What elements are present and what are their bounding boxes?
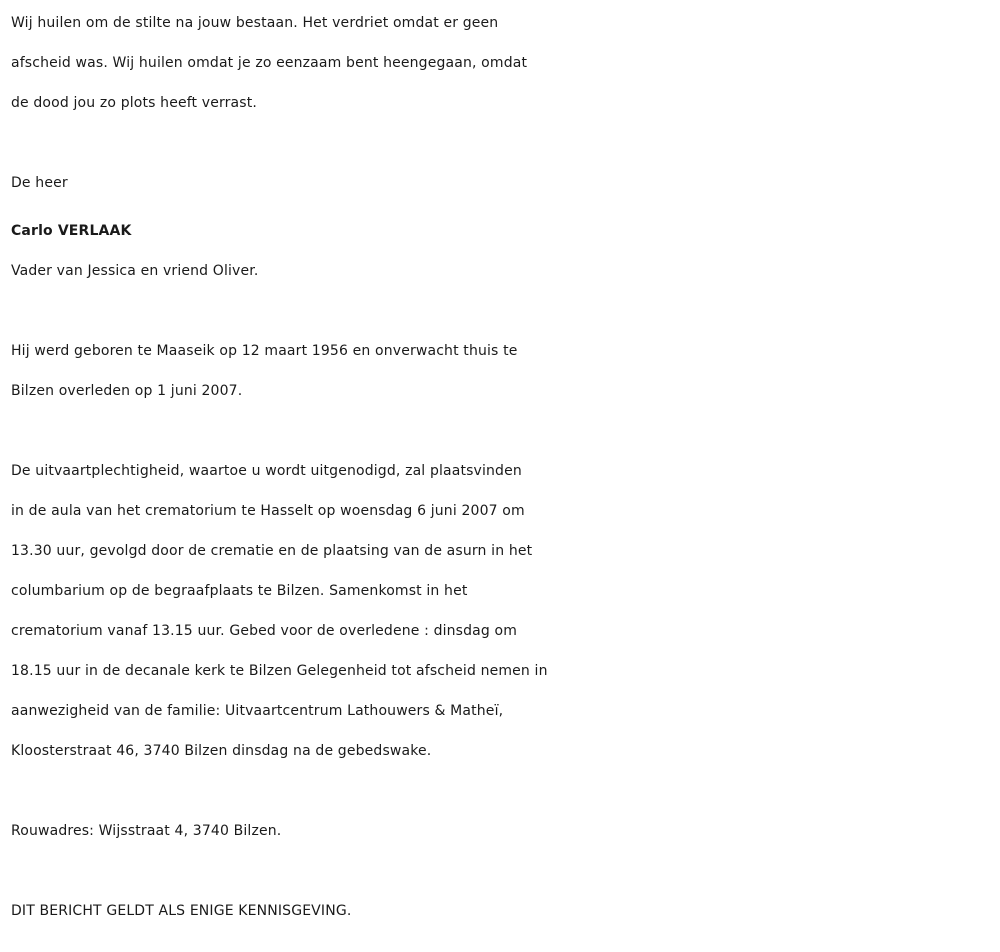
salutation: De heer (11, 175, 68, 191)
opening-line-1: Wij huilen om de stilte na jouw bestaan. Het verdriet omdat er geen (11, 15, 499, 31)
mourning-address: Rouwadres: Wijsstraat 4, 3740 Bilzen. (11, 823, 282, 839)
spacer (11, 851, 1000, 891)
ceremony-line-1: De uitvaartplechtigheid, waartoe u wordt uitgenodigd, zal plaatsvinden (11, 463, 522, 479)
closing-statement: DIT BERICHT GELDT ALS ENIGE KENNISGEVING. (11, 903, 352, 919)
spacer (11, 771, 1000, 811)
ceremony-line-8: Kloosterstraat 46, 3740 Bilzen dinsdag na de gebedswake. (11, 743, 432, 759)
ceremony-line-3: 13.30 uur, gevolgd door de crematie en de plaatsing van de asurn in het (11, 543, 533, 559)
spacer (11, 411, 1000, 451)
relations: Vader van Jessica en vriend Oliver. (11, 263, 259, 279)
ceremony-line-2: in de aula van het crematorium te Hasselt op woensdag 6 juni 2007 om (11, 503, 525, 519)
ceremony-line-5: crematorium vanaf 13.15 uur. Gebed voor de overledene : dinsdag om (11, 623, 518, 639)
spacer (11, 291, 1000, 331)
birth-death-line-2: Bilzen overleden op 1 juni 2007. (11, 383, 243, 399)
ceremony-line-6: 18.15 uur in de decanale kerk te Bilzen Gelegenheid tot afscheid nemen in (11, 663, 548, 679)
deceased-name: Carlo VERLAAK (11, 223, 132, 239)
spacer (11, 123, 1000, 163)
opening-line-3: de dood jou zo plots heeft verrast. (11, 95, 257, 111)
birth-death-line-1: Hij werd geboren te Maaseik op 12 maart 1956 en onverwacht thuis te (11, 343, 518, 359)
ceremony-line-7: aanwezigheid van de familie: Uitvaartcentrum Lathouwers & Matheï, (11, 703, 504, 719)
ceremony-line-4: columbarium op de begraafplaats te Bilzen. Samenkomst in het (11, 583, 468, 599)
opening-line-2: afscheid was. Wij huilen omdat je zo eenzaam bent heengegaan, omdat (11, 55, 528, 71)
spacer-small (11, 203, 1000, 211)
